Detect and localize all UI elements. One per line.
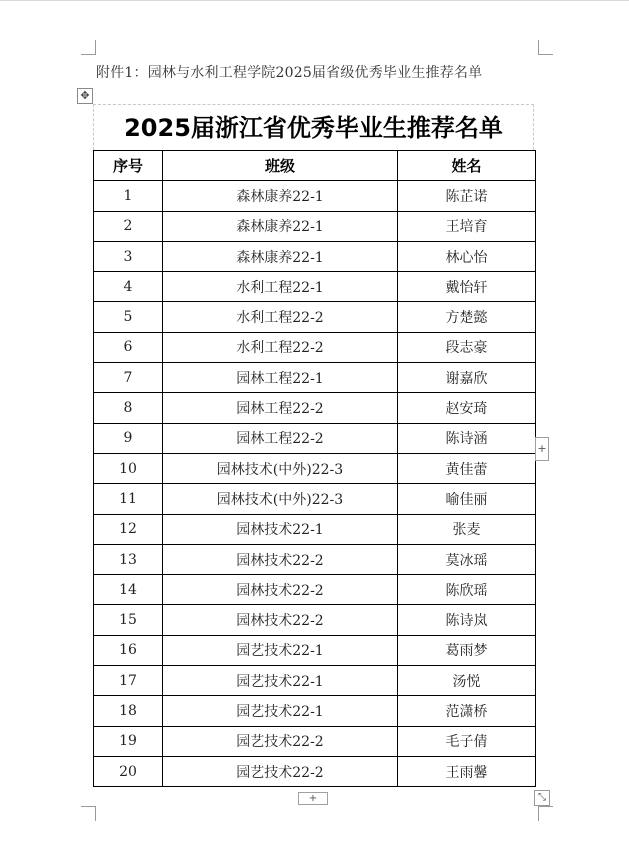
cell-class[interactable]: 园林技术22-2: [163, 544, 398, 574]
cell-name[interactable]: 张麦: [398, 514, 536, 544]
cell-number[interactable]: 18: [94, 696, 163, 726]
cell-name[interactable]: 范潇桥: [398, 696, 536, 726]
page-margin-corner-top-right: [538, 40, 553, 55]
cell-name[interactable]: 喻佳丽: [398, 484, 536, 514]
cell-number[interactable]: 9: [94, 423, 163, 453]
cell-class[interactable]: 园林技术(中外)22-3: [163, 484, 398, 514]
table-row: [94, 393, 536, 423]
cell-number[interactable]: 5: [94, 302, 163, 332]
cell-name[interactable]: 汤悦: [398, 666, 536, 696]
table-row: [94, 272, 536, 302]
page-margin-corner-top-left: [81, 40, 96, 55]
resize-diagonal-icon[interactable]: ⤡: [534, 790, 550, 806]
cell-name[interactable]: 林心怡: [398, 241, 536, 271]
cell-number[interactable]: 7: [94, 363, 163, 393]
table-row: [94, 575, 536, 605]
cell-number[interactable]: 19: [94, 726, 163, 756]
cell-name[interactable]: 赵安琦: [398, 393, 536, 423]
table-row: [94, 211, 536, 241]
cell-name[interactable]: 陈诗涵: [398, 423, 536, 453]
cell-number[interactable]: 12: [94, 514, 163, 544]
cell-class[interactable]: 园林技术22-2: [163, 575, 398, 605]
cell-class[interactable]: 水利工程22-2: [163, 332, 398, 362]
table-row: [94, 605, 536, 635]
cell-name[interactable]: 陈诗岚: [398, 605, 536, 635]
table-row: [94, 756, 536, 786]
cell-number[interactable]: 20: [94, 756, 163, 786]
table-header-row: [94, 151, 536, 181]
table-row: [94, 181, 536, 211]
cell-name[interactable]: 葛雨梦: [398, 635, 536, 665]
header-name: 姓名: [398, 151, 536, 181]
page-margin-corner-bottom-right: [538, 806, 553, 821]
cell-name[interactable]: 莫冰瑶: [398, 544, 536, 574]
page-top-rule: [0, 0, 629, 1]
cell-class[interactable]: 水利工程22-1: [163, 272, 398, 302]
cell-number[interactable]: 17: [94, 666, 163, 696]
cell-class[interactable]: 森林康养22-1: [163, 211, 398, 241]
cell-name[interactable]: 方楚懿: [398, 302, 536, 332]
recommendation-table: [93, 150, 536, 787]
table-row: [94, 363, 536, 393]
cell-number[interactable]: 2: [94, 211, 163, 241]
cell-name[interactable]: 段志豪: [398, 332, 536, 362]
table-row: [94, 302, 536, 332]
cell-class[interactable]: 园林技术22-2: [163, 605, 398, 635]
cell-number[interactable]: 13: [94, 544, 163, 574]
header-number: 序号: [94, 151, 163, 181]
table-row: [94, 453, 536, 483]
cell-class[interactable]: 园林技术22-1: [163, 514, 398, 544]
cell-number[interactable]: 11: [94, 484, 163, 514]
table-row: [94, 544, 536, 574]
attachment-caption: 附件1：园林与水利工程学院2025届省级优秀毕业生推荐名单: [96, 65, 483, 81]
cell-class[interactable]: 园林技术(中外)22-3: [163, 453, 398, 483]
cell-name[interactable]: 陈欣瑶: [398, 575, 536, 605]
cell-number[interactable]: 8: [94, 393, 163, 423]
cell-class[interactable]: 园艺技术22-1: [163, 635, 398, 665]
table-row: [94, 484, 536, 514]
cell-number[interactable]: 3: [94, 241, 163, 271]
table-row: [94, 241, 536, 271]
table-row: [94, 726, 536, 756]
cell-class[interactable]: 园林工程22-2: [163, 423, 398, 453]
table-row: [94, 332, 536, 362]
table-row: [94, 666, 536, 696]
cell-class[interactable]: 园艺技术22-1: [163, 696, 398, 726]
cell-number[interactable]: 4: [94, 272, 163, 302]
table-row: [94, 514, 536, 544]
cell-class[interactable]: 园林工程22-1: [163, 363, 398, 393]
page-margin-corner-bottom-left: [81, 806, 96, 821]
table-row: [94, 423, 536, 453]
cell-name[interactable]: 戴怡轩: [398, 272, 536, 302]
cell-name[interactable]: 黄佳蕾: [398, 453, 536, 483]
cell-class[interactable]: 园艺技术22-2: [163, 726, 398, 756]
plus-icon[interactable]: +: [298, 792, 328, 805]
table-body: [94, 181, 536, 787]
cell-class[interactable]: 园艺技术22-2: [163, 756, 398, 786]
cell-name[interactable]: 毛子倩: [398, 726, 536, 756]
cell-name[interactable]: 王培育: [398, 211, 536, 241]
cell-class[interactable]: 水利工程22-2: [163, 302, 398, 332]
table-row: [94, 635, 536, 665]
cell-class[interactable]: 森林康养22-1: [163, 181, 398, 211]
cell-number[interactable]: 15: [94, 605, 163, 635]
table-row: [94, 696, 536, 726]
cell-class[interactable]: 园林工程22-2: [163, 393, 398, 423]
cell-class[interactable]: 园艺技术22-1: [163, 666, 398, 696]
page-title: 2025届浙江省优秀毕业生推荐名单: [124, 114, 503, 142]
cell-class[interactable]: 森林康养22-1: [163, 241, 398, 271]
cell-name[interactable]: 谢嘉欣: [398, 363, 536, 393]
cell-number[interactable]: 14: [94, 575, 163, 605]
cell-number[interactable]: 10: [94, 453, 163, 483]
move-arrows-icon[interactable]: ✥: [77, 88, 93, 104]
plus-icon[interactable]: +: [535, 437, 549, 461]
cell-number[interactable]: 1: [94, 181, 163, 211]
cell-name[interactable]: 王雨馨: [398, 756, 536, 786]
cell-number[interactable]: 16: [94, 635, 163, 665]
header-class: 班级: [163, 151, 398, 181]
cell-number[interactable]: 6: [94, 332, 163, 362]
cell-name[interactable]: 陈芷诺: [398, 181, 536, 211]
